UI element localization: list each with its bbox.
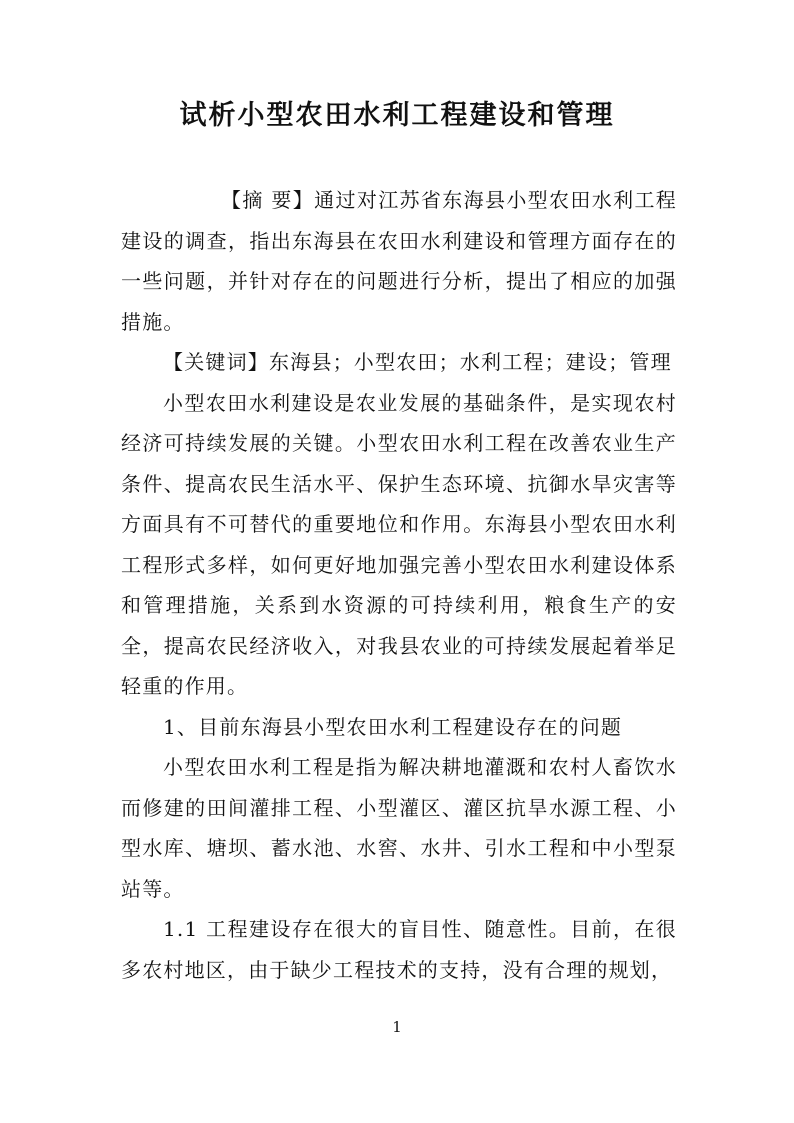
keywords-label: 【关键词】	[163, 350, 269, 374]
page-number: 1	[392, 1018, 402, 1036]
keywords-text: 东海县；小型农田；水利工程；建设；管理	[269, 350, 672, 374]
abstract-text: 通过对江苏省东海县小型农田水利工程建设的调查，指出东海县在农田水利建设和管理方面存在的一些问题，并针对存在的问题进行分析，提出了相应的加强措施。	[121, 188, 678, 334]
document-body	[121, 180, 677, 990]
document-title: 试析小型农田水利工程建设和管理	[179, 100, 615, 131]
section-heading: 1、目前东海县小型农田水利工程建设存在的问题	[163, 714, 623, 739]
definition-paragraph: 小型农田水利工程是指为解决耕地灌溉和农村人畜饮水而修建的田间灌排工程、小型灌区、灌区抗旱水源工程、小型水库、塘坝、蓄水池、水窖、水井、引水工程和中小型泵站等。	[121, 755, 677, 901]
abstract-paragraph	[121, 180, 677, 342]
abstract-label: 【摘 要】	[221, 188, 315, 212]
subsection-paragraph: 1.1 工程建设存在很大的盲目性、随意性。目前，在很多农村地区，由于缺少工程技术的支持，没有合理的规划，	[121, 917, 677, 982]
intro-paragraph: 小型农田水利建设是农业发展的基础条件，是实现农村经济可持续发展的关键。小型农田水利工程在改善农业生产条件、提高农民生活水平、保护生态环境、抗御水旱灾害等方面具有不可替代的重要地位和作用。东海县小型农田水利工程形式多样，如何更好地加强完善小型农田水利建设体系和管理措施，关系到水资源的可持续利用，粮食生产的安全，提高农民经济收入，对我县农业的可持续发展起着举足轻重的作用。	[121, 390, 677, 698]
keywords-paragraph	[121, 342, 677, 383]
